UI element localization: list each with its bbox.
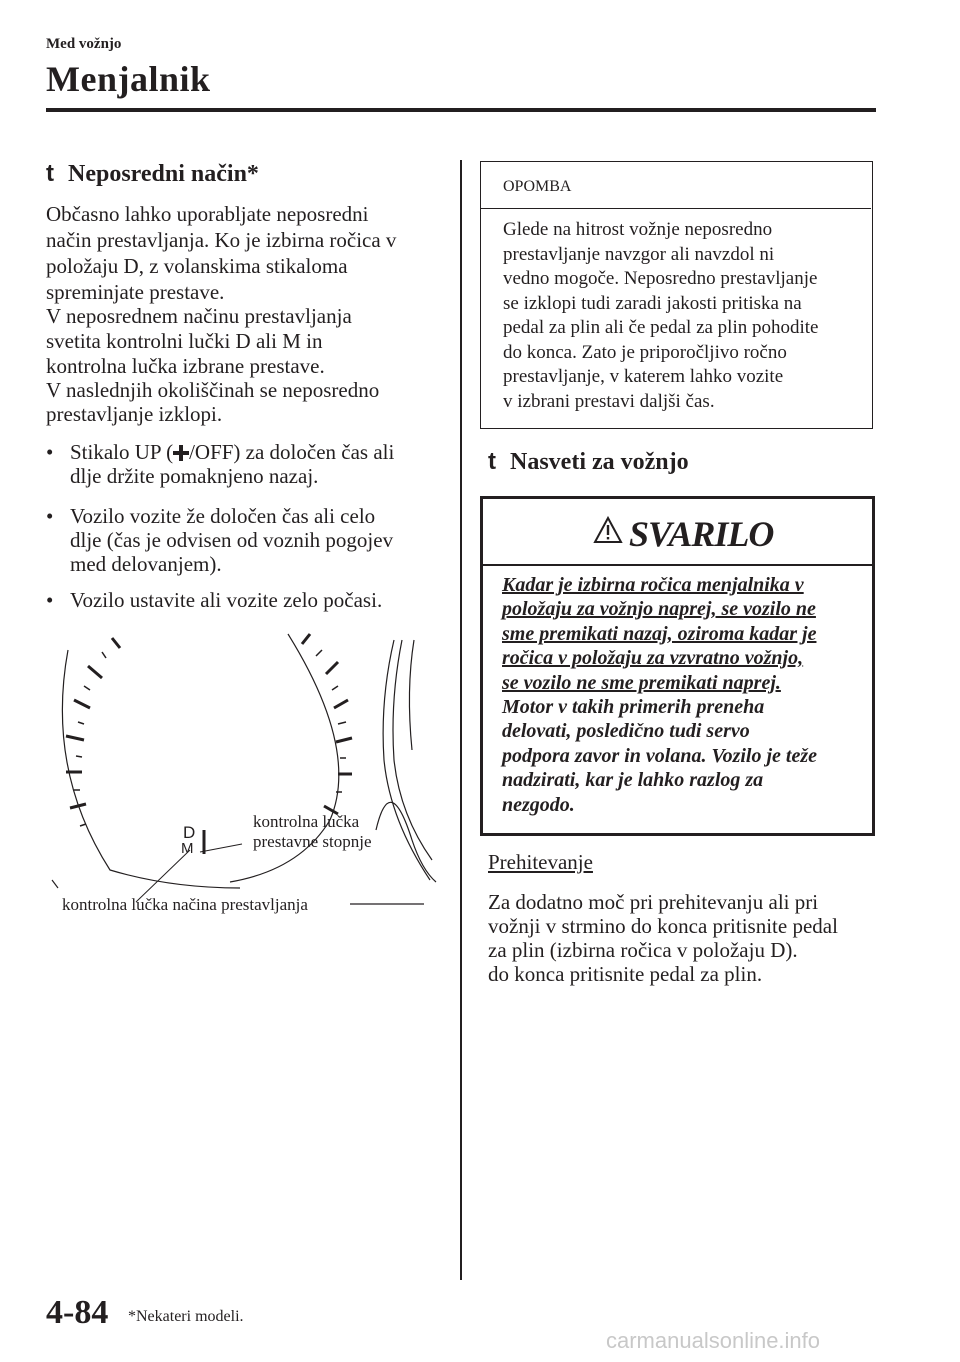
- section-label: Med vožnjo: [46, 36, 122, 52]
- warning-line: nezgodo.: [502, 793, 575, 816]
- warning-line: sme premikati nazaj, oziroma kadar je: [502, 622, 817, 645]
- warning-line: Motor v takih primerih preneha: [502, 696, 765, 719]
- note-line: Glede na hitrost vožnje neposredno: [503, 219, 773, 240]
- indicator-d: D: [183, 823, 196, 842]
- text-line: svetita kontrolni lučki D ali M in: [46, 329, 323, 353]
- text-line: spreminjate prestave.: [46, 280, 225, 304]
- note-line: pedal za plin ali če pedal za plin pohodite: [503, 317, 819, 338]
- note-line: do konca. Zato je priporočljivo ročno: [503, 341, 787, 363]
- bullet-item: [46, 504, 446, 576]
- note-box: [480, 161, 873, 429]
- warning-title: SVARILO: [629, 514, 774, 554]
- bullet-dot: •: [46, 440, 54, 464]
- warning-line: nadzirati, kar je lahko razlog za: [502, 769, 764, 792]
- warning-line: delovati, posledično tudi servo: [502, 720, 750, 743]
- note-divider: [481, 208, 871, 209]
- bullet-item: [46, 440, 446, 488]
- page-number: 4-84: [46, 1294, 109, 1331]
- footnote: *Nekateri modeli.: [128, 1308, 244, 1325]
- warning-triangle-icon: [593, 516, 623, 544]
- callout-gear-indicator-line1: kontrolna lučka: [253, 812, 360, 831]
- warning-box: [480, 496, 875, 836]
- note-line: se izklopi tudi zaradi jakosti pritiska na: [503, 292, 802, 314]
- watermark: carmanualsonline.info: [606, 1328, 821, 1353]
- text-line: vožnji v strmino do konca pritisnite pedal: [488, 914, 838, 938]
- warning-line: se vozilo ne sme premikati naprej.: [502, 671, 781, 694]
- bullet-line: med delovanjem).: [70, 552, 222, 576]
- section-heading-driving-tips: [488, 448, 689, 476]
- text-line: do konca pritisnite pedal za plin.: [488, 962, 763, 986]
- callout-mode-indicator: kontrolna lučka načina prestavljanja: [62, 895, 308, 914]
- column-divider: [460, 160, 462, 1280]
- warning-header: [483, 499, 872, 566]
- note-text: [503, 218, 863, 414]
- heading-marker: t: [46, 160, 54, 187]
- text-line: prestavljanje izklopi.: [46, 402, 223, 426]
- note-line: prestavljanje navzgor ali navzdol ni: [503, 243, 775, 265]
- bullet-line: Stikalo UP ( /OFF) za določen čas ali: [70, 440, 395, 464]
- note-title: OPOMBA: [503, 178, 572, 195]
- text-line: način prestavljanja. Ko je izbirna ročica v: [46, 228, 397, 252]
- note-line: vedno mogoče. Neposredno prestavljanje: [503, 268, 818, 289]
- text-line: Za dodatno moč pri prehitevanju ali pri: [488, 890, 819, 914]
- warning-line: ročica v položaju za vzvratno vožnjo,: [502, 647, 804, 670]
- text-line: Občasno lahko uporabljate neposredni: [46, 202, 369, 226]
- note-line: v izbrani prestavi daljši čas.: [503, 390, 715, 412]
- bullet-line: Vozilo vozite že določen čas ali celo: [70, 504, 376, 528]
- callout-gear-indicator-line2: prestavne stopnje: [253, 832, 372, 851]
- section-heading-direct-mode: [46, 160, 259, 188]
- bullet-dot: •: [46, 504, 54, 528]
- warning-line: podpora zavor in volana. Vozilo je teže: [502, 744, 818, 767]
- plus-icon: [173, 445, 189, 461]
- instrument-cluster-illustration: [40, 620, 440, 920]
- warning-line: Kadar je izbirna ročica menjalnika v: [502, 574, 804, 596]
- text-line: položaju D, z volanskima stikaloma: [46, 254, 348, 278]
- header-rule: [46, 108, 876, 112]
- bullet-dot: •: [46, 588, 54, 612]
- bullet-item: [46, 588, 446, 612]
- heading-text: Neposredni način*: [68, 161, 259, 187]
- bullet-line: Vozilo ustavite ali vozite zelo počasi.: [70, 588, 383, 612]
- subheading-overtaking: Prehitevanje: [488, 850, 593, 874]
- bullet-line: dlje držite pomaknjeno nazaj.: [70, 464, 319, 488]
- text-line: za plin (izbirna ročica v položaju D).: [488, 938, 798, 962]
- heading-text: Nasveti za vožnjo: [510, 449, 689, 475]
- text-line: V naslednjih okoliščinah se neposredno: [46, 378, 380, 402]
- warning-line: položaju za vožnjo naprej, se vozilo ne: [502, 598, 816, 621]
- text-line: V neposrednem načinu prestavljanja: [46, 304, 352, 328]
- indicator-m: M: [181, 840, 194, 857]
- note-line: prestavljanje, v katerem lahko vozite: [503, 366, 784, 387]
- warning-text: [502, 573, 862, 817]
- bullet-line: dlje (čas je odvisen od voznih pogojev: [70, 528, 394, 552]
- text-line: kontrolna lučka izbrane prestave.: [46, 354, 325, 378]
- chapter-title: Menjalnik: [46, 59, 211, 99]
- heading-marker: t: [488, 448, 496, 475]
